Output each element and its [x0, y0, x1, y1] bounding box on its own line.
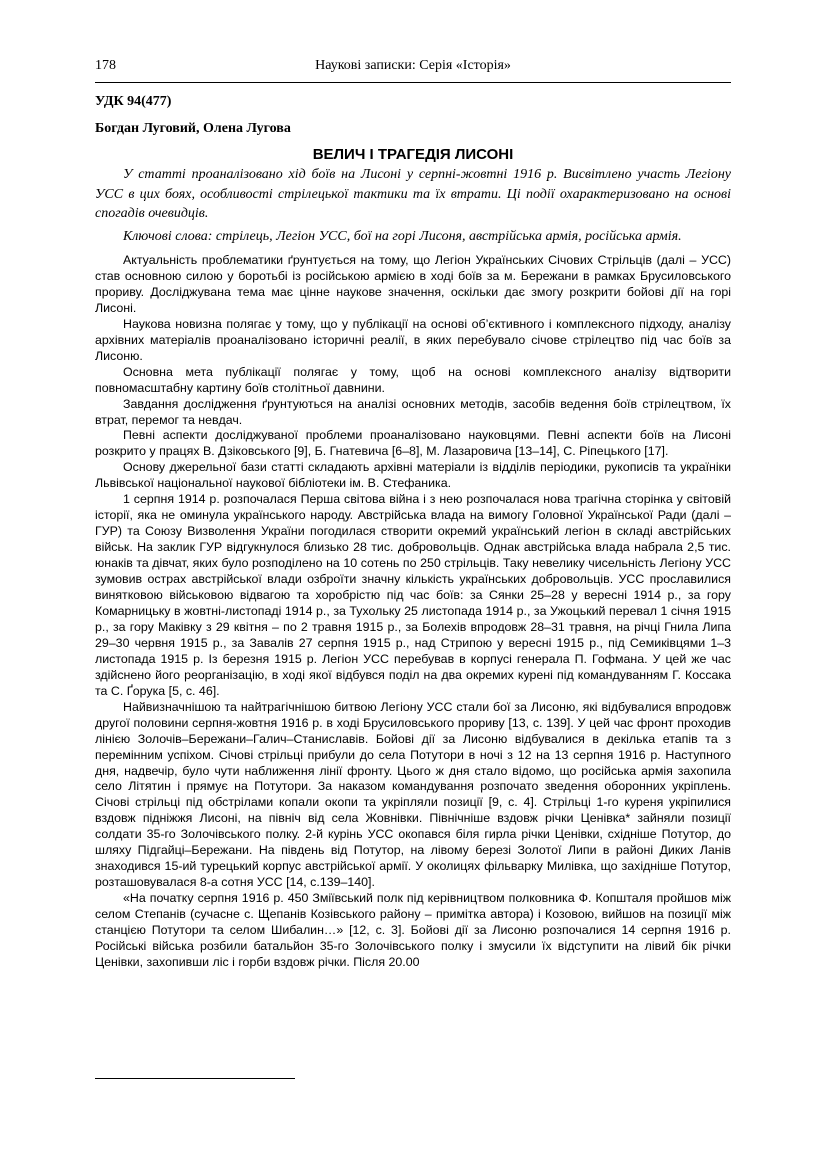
article-title: ВЕЛИЧ І ТРАГЕДІЯ ЛИСОНІ: [312, 146, 514, 163]
paragraph: «На початку серпня 1916 р. 450 Зміївський полк під керівництвом полковника Ф. Копшталя пройшов між селом Степанів (сучасне с. Щепанів Козівського району – примітка автора) і Козовою, вийшов на позиції між станцією Потутори та селом Шибалин…» [12, с. 3]. Бойові дії за Лисоню розпочалися 14 серпня 1916 р. Російські війська розбили батальйон 35-го Золочівського полку і змусили їх відступити на лівий бік річки Ценівки, захопивши ліс і горби вздовж річки. Після 20.00: [95, 891, 731, 969]
header-rule: [95, 82, 731, 83]
paragraph: Основу джерельної бази статті складають архівні матеріали із відділів періодики, рукописів та україніки Львівської національної наукової бібліотеки ім. В. Стефаника.: [95, 460, 731, 491]
abstract: У статті проаналізовано хід боїв на Лисоні у серпні-жовтні 1916 р. Висвітлено участь Легіону УСС в цих боях, особливості стрілецької тактики та їх втрати. Ці події охарактеризовано на основі спогадів очевидців.: [95, 167, 731, 221]
paragraph: Актуальність проблематики ґрунтується на тому, що Легіон Українських Січових Стрільців (далі – УСС) став основною силою у боротьбі із російською армією в ході боїв за м. Бережани в рамках Брусиловського прориву. Досліджувана тема має цінне наукове значення, оскільки дає змогу розкрити бойові дії на горі Лисоні.: [95, 253, 731, 315]
journal-title: Наукові записки: Серія «Історія»: [315, 58, 511, 73]
paragraph: Найвизначнішою та найтрагічнішою битвою Легіону УСС стали бої за Лисоню, які відбувалися впродовж другої половини серпня-жовтня 1916 р. в ході Брусиловського прориву [13, с. 139]. У цей час фронт проходив лінією Золочів–Бережани–Галич–Станиславів. Бойові дії за Лисоню відбувалися в декілька етапів та з перемінним успіхом. Січові стрільці прибули до села Потутори в ночі з 12 на 13 серпня 1916 р. Наступного дня, надвечір, було чути наближення лінії фронту. Цього ж дня стало відомо, що російська армія захопила село Літятин і прямує на Потутори. За наказом командування розпочато зведення оборонних укріплень. Січові стрільці під обстрілами копали окопи та укріпляли позиції [9, с. 4]. Стрільці 1-го куреня укріпилися вздовж підніжжя Лисоні, на північ від села Жовнівки. Північніше вздовж річки Ценівка* зайняли позиції солдати 35-го Золочівського полку. 2-й курінь УСС окопався біля гирла річки Ценівки, східніше Потутор, до шляху Підгайці–Бережани. На південь від Потутор, на лівому березі Золотої Липи в районі Диких Ланів знаходився 15-ий турецький корпус австрійської армії. У околицях фільварку Милівка, що західніше Потутор, розташовувалася 8-а сотня УСС [14, с.139–140].: [95, 699, 731, 890]
paragraph: 1 серпня 1914 р. розпочалася Перша світова війна і з нею розпочалася нова трагічна сторінка у світовій історії, яка не оминула українського народу. Австрійська влада на вимогу Головної Української Ради (далі – ГУР) та Союзу Визволення України погодилася створити окремий український легіон в складі австрійських військ. На заклик ГУР відгукнулося близько 28 тис. добровольців. Однак австрійська влада набрала 2,5 тис. юнаків та дівчат, яких було розподілено на 10 сотень по 250 стрільців. Таку невелику чисельність Легіону УСС зумовив острах австрійської влади озброїти значну кількість українських добровольців. УСС прославилися винятковою військовою відвагою та хоробрістю під час боїв: за Сянки 25–28 у вересні 1914 р., за гору Комарницьку в жовтні-листопаді 1914 р., за Тухольку 25 листопада 1914 р., за Ужоцький перевал 1 січня 1915 р., за гору Маківку з 29 квітня – по 2 травня 1915 р., за Болехів впродовж 28–31 травня, на річці Гнила Липа 29–30 червня 1915 р., за Завалів 27 серпня 1915 р., над Стрипою у вересні 1915 р., під Семиківцями 1–3 листопада 1915 р. Із березня 1915 р. Легіон УСС перебував в корпусі генерала П. Гофмана. У цей же час здійснено його реорганізацію, в ході якої відбувся поділ на два окремих курені під командуванням Г. Коссака та С. Ґорука [5, с. 46].: [95, 492, 731, 698]
paragraph: Певні аспекти досліджуваної проблеми проаналізовано науковцями. Певні аспекти боїв на Лисоні розкрито у працях В. Дзіковського [9], Б. Гнатевича [6–8], М. Лазаровича [13–14], С. Ріпецького [17].: [95, 428, 731, 459]
article-body: [95, 253, 731, 971]
paragraph: Завдання дослідження ґрунтуються на аналізі основних методів, засобів ведення боїв стрілецтвом, їх втрат, перемог та невдач.: [95, 396, 731, 427]
authors: Богдан Луговий, Олена Лугова: [95, 121, 291, 136]
udk-code: УДК 94(477): [95, 94, 172, 109]
paragraph: Наукова новизна полягає у тому, що у публікації на основі об’єктивного і комплексного підходу, аналізу архівних матеріалів проаналізовано історичні реалії, в яких перебувало січове стрілецтво під час боїв за Лисоню.: [95, 316, 731, 363]
keywords: Ключові слова: стрілець, Легіон УСС, бої на горі Лисоня, австрійська армія, російська армія.: [123, 229, 682, 244]
footnote-rule: [95, 1078, 295, 1079]
page-number: 178: [95, 58, 116, 73]
paragraph: Основна мета публікації полягає у тому, щоб на основі комплексного аналізу відтворити повномасштабну картину боїв столітньої давнини.: [95, 364, 731, 395]
running-header: [95, 58, 731, 78]
